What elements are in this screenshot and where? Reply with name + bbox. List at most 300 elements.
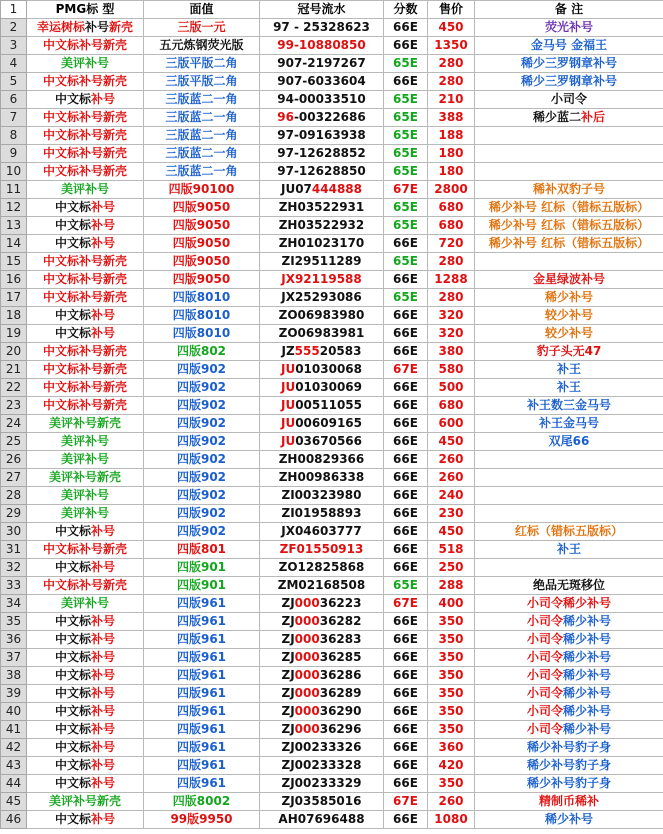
cell-serial[interactable] [260, 595, 384, 613]
cell-score[interactable] [384, 541, 428, 559]
cell-notes[interactable] [475, 559, 663, 577]
cell-serial[interactable] [260, 145, 384, 163]
cell-score[interactable] [384, 775, 428, 793]
cell-price[interactable] [428, 613, 475, 631]
cell-price[interactable] [428, 631, 475, 649]
cell-face-value[interactable] [144, 145, 260, 163]
cell-price[interactable] [428, 505, 475, 523]
cell-notes[interactable] [475, 379, 663, 397]
row-number[interactable]: 5 [1, 73, 27, 91]
cell-serial[interactable] [260, 325, 384, 343]
cell-score[interactable] [384, 217, 428, 235]
cell-price[interactable] [428, 289, 475, 307]
cell-price[interactable] [428, 469, 475, 487]
cell-score[interactable] [384, 451, 428, 469]
cell-price[interactable] [428, 793, 475, 811]
cell-serial[interactable] [260, 541, 384, 559]
cell-score[interactable] [384, 433, 428, 451]
row-number[interactable]: 38 [1, 667, 27, 685]
row-number[interactable]: 44 [1, 775, 27, 793]
cell-serial[interactable] [260, 163, 384, 181]
cell-face-value[interactable] [144, 235, 260, 253]
cell-face-value[interactable] [144, 559, 260, 577]
row-number[interactable]: 29 [1, 505, 27, 523]
cell-serial[interactable] [260, 667, 384, 685]
cell-score[interactable] [384, 721, 428, 739]
cell-price[interactable] [428, 667, 475, 685]
cell-face-value[interactable] [144, 793, 260, 811]
cell-type[interactable] [27, 271, 144, 289]
cell-price[interactable] [428, 379, 475, 397]
cell-face-value[interactable] [144, 253, 260, 271]
row-number[interactable]: 4 [1, 55, 27, 73]
cell-score[interactable] [384, 469, 428, 487]
cell-score[interactable] [384, 703, 428, 721]
cell-score[interactable] [384, 397, 428, 415]
cell-notes[interactable] [475, 451, 663, 469]
cell-face-value[interactable] [144, 433, 260, 451]
cell-face-value[interactable] [144, 667, 260, 685]
cell-score[interactable] [384, 613, 428, 631]
row-number[interactable]: 42 [1, 739, 27, 757]
cell-score[interactable] [384, 181, 428, 199]
cell-price[interactable] [428, 703, 475, 721]
cell-serial[interactable] [260, 73, 384, 91]
cell-score[interactable] [384, 271, 428, 289]
cell-score[interactable] [384, 739, 428, 757]
cell-score[interactable] [384, 19, 428, 37]
cell-notes[interactable] [475, 667, 663, 685]
row-number[interactable]: 14 [1, 235, 27, 253]
cell-notes[interactable] [475, 397, 663, 415]
cell-face-value[interactable] [144, 343, 260, 361]
cell-notes[interactable] [475, 289, 663, 307]
row-number[interactable]: 26 [1, 451, 27, 469]
cell-face-value[interactable] [144, 325, 260, 343]
header-score[interactable]: 分数 [384, 1, 428, 19]
cell-type[interactable] [27, 289, 144, 307]
cell-face-value[interactable] [144, 523, 260, 541]
cell-notes[interactable] [475, 811, 663, 829]
cell-score[interactable] [384, 505, 428, 523]
cell-type[interactable] [27, 487, 144, 505]
cell-face-value[interactable] [144, 55, 260, 73]
cell-serial[interactable] [260, 685, 384, 703]
cell-notes[interactable] [475, 487, 663, 505]
cell-notes[interactable] [475, 181, 663, 199]
cell-serial[interactable] [260, 775, 384, 793]
cell-type[interactable] [27, 433, 144, 451]
cell-score[interactable] [384, 559, 428, 577]
cell-face-value[interactable] [144, 685, 260, 703]
cell-score[interactable] [384, 487, 428, 505]
cell-score[interactable] [384, 235, 428, 253]
cell-type[interactable] [27, 181, 144, 199]
cell-type[interactable] [27, 775, 144, 793]
cell-price[interactable] [428, 271, 475, 289]
cell-serial[interactable] [260, 253, 384, 271]
cell-type[interactable] [27, 361, 144, 379]
cell-price[interactable] [428, 721, 475, 739]
row-number[interactable]: 23 [1, 397, 27, 415]
cell-price[interactable] [428, 253, 475, 271]
cell-type[interactable] [27, 721, 144, 739]
row-number[interactable]: 40 [1, 703, 27, 721]
row-number[interactable]: 37 [1, 649, 27, 667]
cell-price[interactable] [428, 361, 475, 379]
row-number[interactable]: 28 [1, 487, 27, 505]
cell-type[interactable] [27, 397, 144, 415]
cell-score[interactable] [384, 253, 428, 271]
header-serial[interactable]: 冠号流水 [260, 1, 384, 19]
cell-type[interactable] [27, 793, 144, 811]
cell-score[interactable] [384, 73, 428, 91]
cell-type[interactable] [27, 109, 144, 127]
cell-notes[interactable] [475, 757, 663, 775]
cell-notes[interactable] [475, 91, 663, 109]
row-number[interactable]: 22 [1, 379, 27, 397]
cell-type[interactable] [27, 73, 144, 91]
row-number[interactable]: 43 [1, 757, 27, 775]
cell-face-value[interactable] [144, 73, 260, 91]
cell-notes[interactable] [475, 271, 663, 289]
cell-face-value[interactable] [144, 469, 260, 487]
cell-score[interactable] [384, 811, 428, 829]
cell-notes[interactable] [475, 433, 663, 451]
cell-notes[interactable] [475, 577, 663, 595]
cell-serial[interactable] [260, 55, 384, 73]
cell-type[interactable] [27, 145, 144, 163]
cell-face-value[interactable] [144, 775, 260, 793]
cell-type[interactable] [27, 163, 144, 181]
cell-serial[interactable] [260, 613, 384, 631]
cell-face-value[interactable] [144, 703, 260, 721]
cell-serial[interactable] [260, 559, 384, 577]
cell-face-value[interactable] [144, 397, 260, 415]
cell-score[interactable] [384, 577, 428, 595]
cell-notes[interactable] [475, 631, 663, 649]
cell-type[interactable] [27, 559, 144, 577]
cell-face-value[interactable] [144, 163, 260, 181]
cell-score[interactable] [384, 793, 428, 811]
cell-serial[interactable] [260, 757, 384, 775]
cell-score[interactable] [384, 289, 428, 307]
cell-notes[interactable] [475, 127, 663, 145]
cell-face-value[interactable] [144, 127, 260, 145]
cell-price[interactable] [428, 415, 475, 433]
cell-score[interactable] [384, 163, 428, 181]
header-price[interactable]: 售价 [428, 1, 475, 19]
cell-face-value[interactable] [144, 649, 260, 667]
cell-notes[interactable] [475, 739, 663, 757]
cell-face-value[interactable] [144, 217, 260, 235]
cell-face-value[interactable] [144, 451, 260, 469]
cell-serial[interactable] [260, 433, 384, 451]
cell-score[interactable] [384, 199, 428, 217]
row-number[interactable]: 19 [1, 325, 27, 343]
cell-serial[interactable] [260, 577, 384, 595]
cell-type[interactable] [27, 37, 144, 55]
cell-face-value[interactable] [144, 379, 260, 397]
cell-price[interactable] [428, 127, 475, 145]
cell-type[interactable] [27, 577, 144, 595]
cell-price[interactable] [428, 163, 475, 181]
cell-notes[interactable] [475, 73, 663, 91]
cell-price[interactable] [428, 37, 475, 55]
cell-type[interactable] [27, 523, 144, 541]
cell-type[interactable] [27, 379, 144, 397]
header-face-value[interactable]: 面值 [144, 1, 260, 19]
cell-score[interactable] [384, 109, 428, 127]
cell-serial[interactable] [260, 289, 384, 307]
cell-price[interactable] [428, 55, 475, 73]
cell-serial[interactable] [260, 793, 384, 811]
cell-type[interactable] [27, 325, 144, 343]
cell-price[interactable] [428, 559, 475, 577]
row-number[interactable]: 41 [1, 721, 27, 739]
cell-face-value[interactable] [144, 505, 260, 523]
cell-face-value[interactable] [144, 289, 260, 307]
cell-price[interactable] [428, 433, 475, 451]
row-number[interactable]: 31 [1, 541, 27, 559]
cell-score[interactable] [384, 757, 428, 775]
row-number[interactable]: 16 [1, 271, 27, 289]
cell-notes[interactable] [475, 541, 663, 559]
cell-notes[interactable] [475, 613, 663, 631]
cell-notes[interactable] [475, 217, 663, 235]
row-number[interactable]: 2 [1, 19, 27, 37]
row-number[interactable]: 35 [1, 613, 27, 631]
cell-price[interactable] [428, 541, 475, 559]
cell-notes[interactable] [475, 235, 663, 253]
cell-notes[interactable] [475, 55, 663, 73]
cell-type[interactable] [27, 343, 144, 361]
cell-score[interactable] [384, 631, 428, 649]
row-number[interactable]: 30 [1, 523, 27, 541]
cell-price[interactable] [428, 73, 475, 91]
row-number[interactable]: 13 [1, 217, 27, 235]
cell-notes[interactable] [475, 19, 663, 37]
row-number[interactable]: 36 [1, 631, 27, 649]
row-number[interactable]: 18 [1, 307, 27, 325]
cell-score[interactable] [384, 379, 428, 397]
cell-price[interactable] [428, 523, 475, 541]
cell-price[interactable] [428, 217, 475, 235]
cell-face-value[interactable] [144, 577, 260, 595]
cell-type[interactable] [27, 469, 144, 487]
cell-type[interactable] [27, 505, 144, 523]
cell-type[interactable] [27, 739, 144, 757]
cell-price[interactable] [428, 145, 475, 163]
cell-notes[interactable] [475, 199, 663, 217]
cell-face-value[interactable] [144, 811, 260, 829]
cell-type[interactable] [27, 451, 144, 469]
row-number[interactable]: 45 [1, 793, 27, 811]
cell-serial[interactable] [260, 127, 384, 145]
cell-serial[interactable] [260, 91, 384, 109]
cell-score[interactable] [384, 649, 428, 667]
cell-score[interactable] [384, 145, 428, 163]
cell-price[interactable] [428, 487, 475, 505]
cell-type[interactable] [27, 307, 144, 325]
cell-notes[interactable] [475, 595, 663, 613]
cell-type[interactable] [27, 217, 144, 235]
cell-face-value[interactable] [144, 541, 260, 559]
cell-serial[interactable] [260, 451, 384, 469]
cell-serial[interactable] [260, 721, 384, 739]
cell-serial[interactable] [260, 703, 384, 721]
cell-price[interactable] [428, 307, 475, 325]
cell-face-value[interactable] [144, 757, 260, 775]
row-number[interactable]: 9 [1, 145, 27, 163]
cell-notes[interactable] [475, 109, 663, 127]
cell-type[interactable] [27, 415, 144, 433]
cell-score[interactable] [384, 685, 428, 703]
cell-face-value[interactable] [144, 307, 260, 325]
row-number[interactable]: 27 [1, 469, 27, 487]
cell-type[interactable] [27, 631, 144, 649]
cell-price[interactable] [428, 577, 475, 595]
cell-notes[interactable] [475, 307, 663, 325]
cell-serial[interactable] [260, 217, 384, 235]
cell-type[interactable] [27, 253, 144, 271]
cell-type[interactable] [27, 613, 144, 631]
cell-notes[interactable] [475, 775, 663, 793]
cell-price[interactable] [428, 397, 475, 415]
cell-type[interactable] [27, 235, 144, 253]
cell-type[interactable] [27, 811, 144, 829]
cell-price[interactable] [428, 451, 475, 469]
cell-type[interactable] [27, 541, 144, 559]
cell-serial[interactable] [260, 505, 384, 523]
cell-face-value[interactable] [144, 199, 260, 217]
row-number[interactable]: 33 [1, 577, 27, 595]
cell-notes[interactable] [475, 37, 663, 55]
cell-price[interactable] [428, 757, 475, 775]
cell-face-value[interactable] [144, 721, 260, 739]
cell-score[interactable] [384, 325, 428, 343]
cell-score[interactable] [384, 91, 428, 109]
row-number[interactable]: 1 [1, 1, 27, 19]
cell-type[interactable] [27, 127, 144, 145]
row-number[interactable]: 32 [1, 559, 27, 577]
cell-score[interactable] [384, 523, 428, 541]
cell-serial[interactable] [260, 181, 384, 199]
cell-serial[interactable] [260, 109, 384, 127]
row-number[interactable]: 12 [1, 199, 27, 217]
cell-face-value[interactable] [144, 613, 260, 631]
cell-serial[interactable] [260, 523, 384, 541]
cell-notes[interactable] [475, 469, 663, 487]
cell-score[interactable] [384, 37, 428, 55]
cell-price[interactable] [428, 739, 475, 757]
cell-face-value[interactable] [144, 19, 260, 37]
cell-notes[interactable] [475, 145, 663, 163]
cell-serial[interactable] [260, 415, 384, 433]
cell-serial[interactable] [260, 343, 384, 361]
row-number[interactable]: 11 [1, 181, 27, 199]
cell-price[interactable] [428, 343, 475, 361]
cell-price[interactable] [428, 91, 475, 109]
cell-price[interactable] [428, 109, 475, 127]
cell-face-value[interactable] [144, 37, 260, 55]
cell-price[interactable] [428, 775, 475, 793]
cell-type[interactable] [27, 199, 144, 217]
cell-score[interactable] [384, 343, 428, 361]
cell-face-value[interactable] [144, 109, 260, 127]
cell-serial[interactable] [260, 37, 384, 55]
row-number[interactable]: 21 [1, 361, 27, 379]
row-number[interactable]: 17 [1, 289, 27, 307]
cell-type[interactable] [27, 55, 144, 73]
cell-face-value[interactable] [144, 631, 260, 649]
row-number[interactable]: 7 [1, 109, 27, 127]
row-number[interactable]: 10 [1, 163, 27, 181]
cell-price[interactable] [428, 199, 475, 217]
cell-type[interactable] [27, 595, 144, 613]
cell-serial[interactable] [260, 271, 384, 289]
row-number[interactable]: 3 [1, 37, 27, 55]
cell-face-value[interactable] [144, 739, 260, 757]
cell-type[interactable] [27, 91, 144, 109]
cell-price[interactable] [428, 19, 475, 37]
cell-price[interactable] [428, 685, 475, 703]
row-number[interactable]: 34 [1, 595, 27, 613]
cell-notes[interactable] [475, 415, 663, 433]
cell-notes[interactable] [475, 343, 663, 361]
row-number[interactable]: 24 [1, 415, 27, 433]
cell-face-value[interactable] [144, 487, 260, 505]
cell-notes[interactable] [475, 253, 663, 271]
cell-type[interactable] [27, 649, 144, 667]
cell-serial[interactable] [260, 379, 384, 397]
row-number[interactable]: 39 [1, 685, 27, 703]
cell-notes[interactable] [475, 649, 663, 667]
row-number[interactable]: 15 [1, 253, 27, 271]
cell-face-value[interactable] [144, 181, 260, 199]
row-number[interactable]: 20 [1, 343, 27, 361]
cell-price[interactable] [428, 595, 475, 613]
cell-notes[interactable] [475, 721, 663, 739]
cell-type[interactable] [27, 685, 144, 703]
cell-score[interactable] [384, 667, 428, 685]
cell-score[interactable] [384, 55, 428, 73]
cell-price[interactable] [428, 235, 475, 253]
cell-notes[interactable] [475, 793, 663, 811]
cell-face-value[interactable] [144, 91, 260, 109]
cell-face-value[interactable] [144, 595, 260, 613]
row-number[interactable]: 6 [1, 91, 27, 109]
cell-serial[interactable] [260, 631, 384, 649]
row-number[interactable]: 46 [1, 811, 27, 829]
cell-score[interactable] [384, 127, 428, 145]
cell-face-value[interactable] [144, 415, 260, 433]
cell-type[interactable] [27, 19, 144, 37]
cell-price[interactable] [428, 811, 475, 829]
row-number[interactable]: 8 [1, 127, 27, 145]
cell-serial[interactable] [260, 19, 384, 37]
cell-notes[interactable] [475, 163, 663, 181]
cell-notes[interactable] [475, 505, 663, 523]
cell-score[interactable] [384, 595, 428, 613]
cell-serial[interactable] [260, 199, 384, 217]
cell-serial[interactable] [260, 469, 384, 487]
cell-notes[interactable] [475, 325, 663, 343]
cell-face-value[interactable] [144, 271, 260, 289]
cell-score[interactable] [384, 415, 428, 433]
cell-serial[interactable] [260, 649, 384, 667]
cell-notes[interactable] [475, 523, 663, 541]
